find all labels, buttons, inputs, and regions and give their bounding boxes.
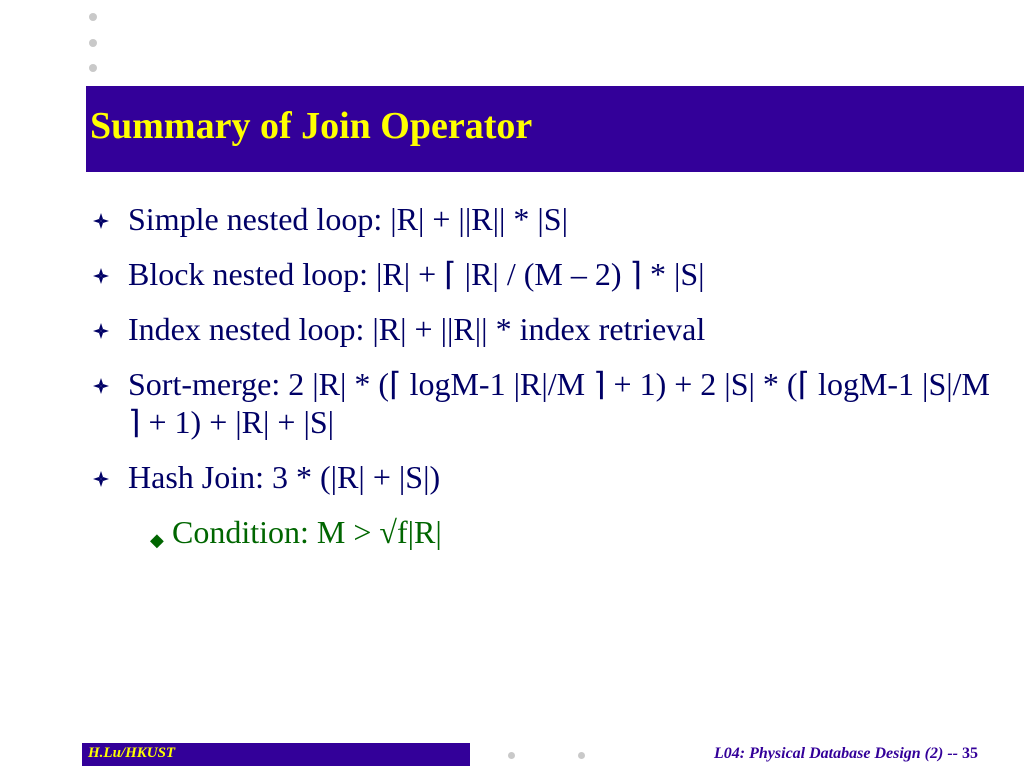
diamond-bullet-icon: [92, 322, 110, 340]
bullet-item: [92, 458, 992, 496]
decor-dot: [89, 13, 97, 21]
footer-author: H.Lu/HKUST: [88, 745, 176, 761]
footer-lecture-info: [714, 745, 978, 763]
title-bar: [86, 86, 1024, 172]
page-number: 35: [962, 745, 978, 762]
small-diamond-icon: ◆: [150, 530, 164, 550]
bullet-list: [92, 200, 998, 551]
sub-bullet-text: Condition: M > √f|R|: [172, 514, 442, 550]
footer-bar: [82, 743, 470, 766]
bullet-text: Block nested loop: |R| + ⌈ |R| / (M – 2) ⌉ * |S|: [128, 256, 705, 292]
decor-dot: [89, 39, 97, 47]
diamond-bullet-icon: [92, 470, 110, 488]
diamond-bullet-icon: [92, 267, 110, 285]
slide-title: Summary of Join Operator: [90, 105, 533, 147]
diamond-bullet-icon: [92, 377, 110, 395]
bullet-text: Sort-merge: 2 |R| * (⌈ logM-1 |R|/M ⌉ + 1) + 2 |S| * (⌈ logM-1 |S|/M ⌉ + 1) + |R| + |S|: [128, 366, 998, 440]
bullet-text: Simple nested loop: |R| + ||R|| * |S|: [128, 201, 568, 237]
decor-dot: [89, 64, 97, 72]
sub-bullet-item: [92, 513, 992, 551]
bullet-text: Hash Join: 3 * (|R| + |S|): [128, 459, 441, 495]
bullet-item: [92, 255, 992, 293]
bullet-text: Index nested loop: |R| + ||R|| * index retrieval: [128, 311, 706, 347]
bullet-item: [92, 200, 992, 238]
diamond-bullet-icon: [92, 212, 110, 230]
decor-dot: [508, 752, 515, 759]
decor-dot: [578, 752, 585, 759]
footer-lecture-title: L04: Physical Database Design (2) --: [714, 745, 962, 762]
bullet-item: [92, 310, 992, 348]
bullet-item: [92, 365, 998, 441]
